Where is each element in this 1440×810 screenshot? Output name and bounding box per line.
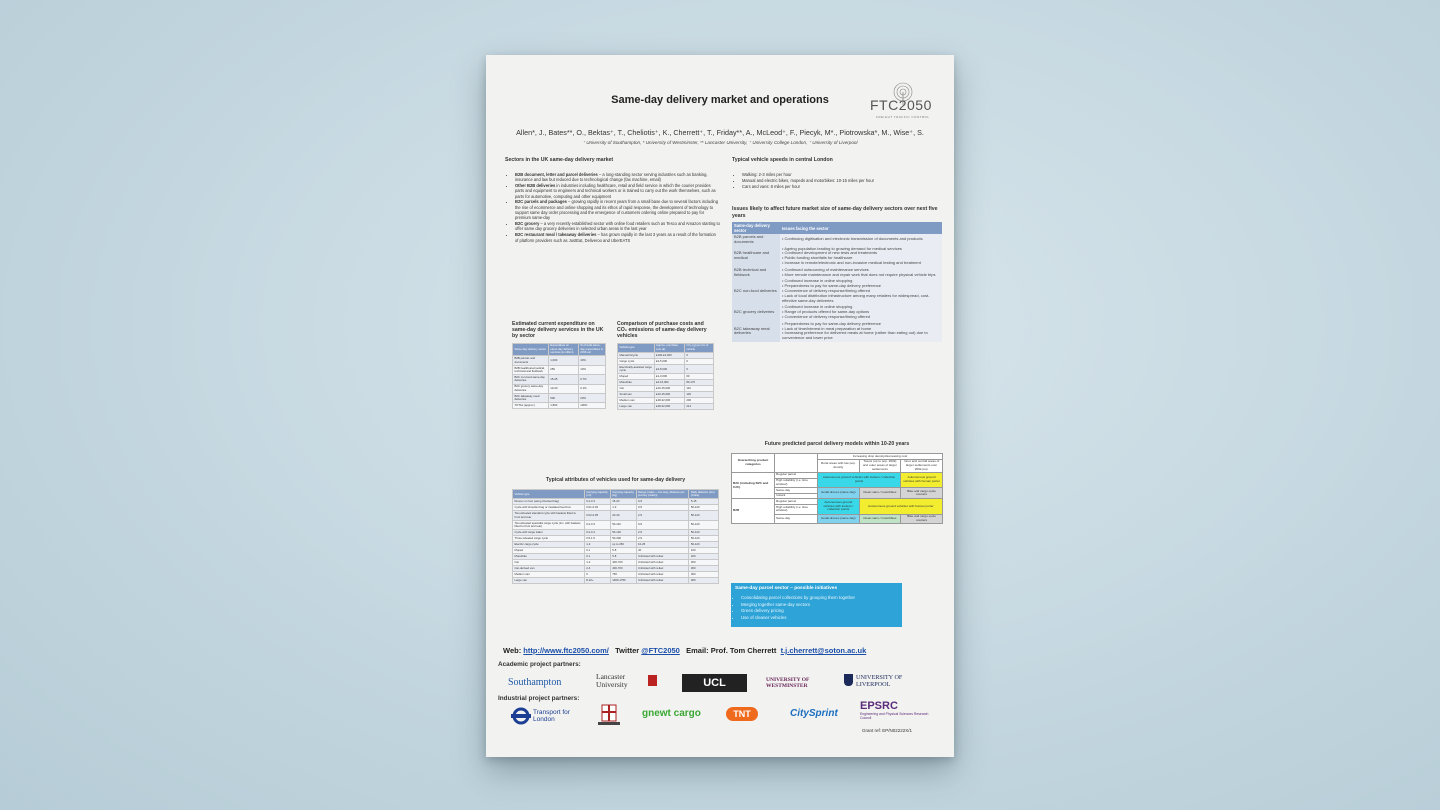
attributes-row (513, 578, 719, 584)
issues-sector: B2B parcels and documents (732, 234, 780, 246)
issue-text: More remote maintenance and repair work that does not require physical vehicle trips (784, 271, 936, 277)
costs-cell: 80-170 (684, 380, 713, 386)
sectors-list (505, 172, 720, 243)
costs-cell: Motorbike (618, 380, 655, 386)
ftc2050-logo (866, 81, 944, 125)
attributes-col-header: Daily distance (km) (miles) (689, 490, 719, 499)
southampton-logo: Southampton (508, 677, 562, 688)
issue-text: Increasing preference for delivered meals at home (rather than eating out) due to convenience and lower price (782, 330, 928, 341)
attributes-cell: 6 (584, 572, 610, 578)
attributes-row (513, 511, 719, 520)
expenditure-cell: 0.7% (578, 375, 605, 384)
attributes-cell: 2-5 (636, 511, 689, 520)
issues-list (780, 321, 942, 342)
attributes-cell: Three-wheeled cargo cycle (513, 536, 585, 542)
sector-name: B2C grocery (515, 221, 540, 227)
attributes-cell: Unlimited with refuel (636, 554, 689, 560)
attributes-cell: 300 (689, 578, 719, 584)
contact-line (503, 646, 866, 655)
attributes-cell: 50-120 (610, 530, 636, 536)
models-b2c: B2C (including B2C and C2C) (732, 472, 775, 499)
models-section (731, 441, 943, 524)
issues-sector: B2C non-food deliveries (732, 278, 780, 304)
attributes-cell: 400-700 (610, 560, 636, 566)
models-rowhead: Overarching product categories (732, 454, 775, 473)
attributes-cell: 50-120 (689, 530, 719, 536)
issue-item: • Convenience of delivery response/timing offered (782, 287, 871, 293)
issue-item: • Lack of time/interest in meal preparation at home (782, 325, 872, 331)
expenditure-section (512, 321, 606, 409)
speeds-list (732, 172, 942, 189)
issues-table (732, 222, 942, 342)
sectors-heading: Sectors in the UK same-day delivery market (505, 157, 614, 163)
costs-cell: £100-£2,000 (654, 353, 684, 359)
issue-item: • Continued increase in online shopping (782, 304, 853, 310)
liverpool-logo: UNIVERSITY OF LIVERPOOL (844, 674, 924, 688)
models-cleanvans: Clean vans / motorbikes (859, 487, 901, 499)
issue-text: Continued increase in online shopping (784, 304, 853, 310)
issue-text: Increase in remote/electronic and non-invasive medical testing and treatment (784, 259, 921, 265)
attributes-cell: 0.2-0.3 (584, 499, 610, 505)
attributes-cell: 1-2 (584, 560, 610, 566)
issue-text: Continued development of new tests and treatments (784, 250, 878, 256)
models-top: Increasing drop density/decreasing cost (818, 454, 943, 460)
costs-cell: 214 (684, 404, 713, 410)
lancaster-crest-icon (648, 675, 657, 686)
attributes-cell: Unlimited with refuel (636, 566, 689, 572)
attributes-cell: 50-120 (689, 542, 719, 548)
issue-item: • More remote maintenance and repair work that does not require physical vehicle trips (782, 271, 936, 277)
attributes-cell: Cycle with shoulder bag or insulated food box (513, 505, 585, 511)
expenditure-cell: 15-25 (548, 375, 578, 384)
expenditure-row (513, 384, 606, 393)
attributes-cell: 20-40 (610, 511, 636, 520)
costs-cell: 0 (684, 365, 713, 374)
attributes-cell: 300 (689, 572, 719, 578)
issues-row (732, 304, 942, 320)
models-aerial: Aerial drones (same day) (818, 487, 860, 499)
expenditure-cell: 10-20 (548, 384, 578, 393)
models-cleanvans-b2b: Clean vans / motorbikes (859, 514, 901, 523)
attributes-cell: 50-120 (689, 511, 719, 520)
models-b2b: B2B (732, 499, 775, 524)
ucl-logo: UCL (682, 674, 747, 692)
attributes-cell: Car-derived van (513, 566, 585, 572)
tfl-logo: Transport for London (511, 707, 581, 725)
poster-title: Same-day delivery market and operations (611, 94, 829, 106)
attributes-cell: 0-5 (636, 520, 689, 529)
costs-col-header: CO₂ (g) per km of vehicle (684, 343, 713, 352)
attributes-cell: 50-110 (610, 520, 636, 529)
attributes-cell: 5-15 (689, 499, 719, 505)
issues-heading: Issues likely to affect future market size of same-day delivery sectors over next five years (732, 206, 938, 219)
costs-col-header: Approx. purchase cost (£) (654, 343, 684, 352)
attributes-cell: 5-8 (610, 554, 636, 560)
attributes-cell: 1000-1750 (610, 578, 636, 584)
attributes-cell: 1-3 (610, 505, 636, 511)
issue-item: • Increase in remote/electronic and non-invasive medical testing and treatment (782, 259, 921, 265)
sector-name: B2C parcels and packages (515, 199, 567, 205)
attributes-cell: 1-2 (584, 542, 610, 548)
costs-cell: £4-15,000 (654, 380, 684, 386)
issues-col-issues: Issues facing the sector (780, 222, 942, 234)
costs-cell: Small van (618, 392, 655, 398)
expenditure-cell: 1,000 (548, 356, 578, 365)
westminster-logo: UNIVERSITY OF WESTMINSTER (766, 677, 810, 689)
issues-row (732, 234, 942, 246)
attributes-cell: Two-wheeled standard cycle with baskets fitted to front and rear (513, 511, 585, 520)
models-agv-porter: Autonomous ground vehicles with human porter (901, 472, 943, 487)
models-sameday-b2b: Same-day (775, 514, 818, 523)
issue-text: Range of products offered for same-day options (784, 309, 870, 315)
grant-ref: Grant ref: EP/N02222X/1 (862, 728, 913, 733)
attributes-heading: Typical attributes of vehicles used for same-day delivery (545, 477, 686, 483)
expenditure-cell: TOTAL (approx.) (513, 403, 549, 409)
initiative-item: • Green delivery pricing (741, 608, 902, 614)
attributes-cell: 40 (636, 548, 689, 554)
issues-col-sector: Same-day delivery sector (732, 222, 780, 234)
expenditure-cell: 0.1% (578, 384, 605, 393)
web-link[interactable]: http://www.ftc2050.com/ (523, 646, 609, 655)
models-c1: Rural areas with low pop. density (818, 459, 860, 472)
issue-text: Convenience of delivery response/timing offered (784, 287, 871, 293)
models-agv-lockers-b2b: Autonomous ground vehicles with lockers / collection points (818, 499, 860, 514)
costs-section (617, 321, 714, 410)
expenditure-cell: 1,800 (548, 403, 578, 409)
issues-list (780, 267, 942, 279)
tfl-roundel-icon (511, 707, 531, 725)
attributes-cell: 300 (689, 566, 719, 572)
epsrc-sub: Engineering and Physical Sciences Research Council (860, 712, 929, 720)
costs-cell: Large van (618, 404, 655, 410)
issue-item: • Continued outsourcing of maintenance services (782, 266, 869, 272)
costs-cell: 0 (684, 353, 713, 359)
issues-row (732, 321, 942, 342)
attributes-cell: 50-120 (689, 520, 719, 529)
attributes-cell: 400-700 (610, 566, 636, 572)
costs-cell: Electrically-assisted cargo cycle (618, 365, 655, 374)
models-table (731, 453, 943, 524)
initiative-item: • Use of cleaner vehicles (741, 615, 902, 621)
issue-text: Preparedness to pay for same-day delivery preference (784, 283, 882, 289)
liverpool-crest-icon (844, 674, 853, 686)
issue-text: Continued increase in online shopping (784, 278, 853, 284)
models-bike-b2b: Bike and cargo-cycle couriers (901, 514, 943, 523)
tnt-logo: TNT (726, 707, 758, 721)
attributes-cell: Large van (513, 578, 585, 584)
attributes-cell: 50-120 (689, 536, 719, 542)
issue-text: Continued outsourcing of maintenance services (784, 266, 869, 272)
attributes-cell: 2-5 (636, 536, 689, 542)
expenditure-cell: 40% (578, 356, 605, 365)
expenditure-cell: 20% (578, 394, 605, 403)
expenditure-row (513, 365, 606, 374)
costs-heading: Comparison of purchase costs and CO₂ emissions of same-day delivery vehicles (617, 321, 707, 340)
academic-heading: Academic project partners: (498, 661, 581, 668)
initiative-item: • Merging together same-day sectors (741, 602, 902, 608)
attributes-cell: Moped (513, 548, 585, 554)
attributes-cell: Car (513, 560, 585, 566)
sector-item (515, 172, 720, 183)
issues-sector: B2B technical and fieldwork (732, 267, 780, 279)
attributes-col-header: Range (miles – one way, distance per journey (miles)) (636, 490, 689, 499)
issue-item: • Lack of local distribution infrastructure among many retailers for widespread, cost-effective same-day deliveries (782, 292, 930, 303)
initiatives-list (731, 595, 902, 621)
attributes-cell: 0.1 (584, 548, 610, 554)
issues-list (780, 246, 942, 267)
sectors-section (505, 157, 720, 243)
authors: Allen*, J., Bates**, O., Bektas⁺, T., Cheliotis⁺, K., Cherrett⁺, T., Friday**, A., McLeod⁺, F., Piecyk, M*., Piotrowska*, M., Wise⁺, S. (516, 128, 924, 137)
attributes-cell: 0.5-1.5 (584, 536, 610, 542)
costs-table (617, 343, 714, 411)
attributes-cell: 0.01-0.02 (584, 505, 610, 511)
expenditure-row (513, 375, 606, 384)
attributes-cell: 750 (610, 572, 636, 578)
costs-cell: £2-5,000 (654, 359, 684, 365)
lancaster-logo: Lancaster University (596, 673, 651, 689)
expenditure-cell: B2C takeaway meal deliveries (513, 394, 549, 403)
sector-item (515, 232, 720, 243)
attributes-cell: 2-4 (584, 566, 610, 572)
issues-row (732, 278, 942, 304)
attributes-cell: Two-wheeled specialist cargo cycle (inc. with baskets fitted to front and rear) (513, 520, 585, 529)
attributes-col-header: Carrying capacity (kg) (610, 490, 636, 499)
affiliations: ⁺ University of Southampton, * University of Westminster, ** Lancaster University, ⁺ University College London, ⁺ University of Liverpool (582, 140, 858, 145)
models-agv-porter-b2b: Autonomous ground vehicles with human porter (859, 499, 942, 514)
expenditure-cell: B2B healthcare/medical, technical and fieldwork (513, 365, 549, 374)
attributes-cell: 300 (689, 560, 719, 566)
costs-cell: 0 (684, 359, 713, 365)
expenditure-cell: B2C grocery same-day deliveries (513, 384, 549, 393)
attributes-col-header: Carrying capacity (m³) (584, 490, 610, 499)
speed-item: • Cars and vans: 8 miles per hour (742, 184, 942, 189)
attributes-cell: Unlimited with refuel (636, 578, 689, 584)
costs-cell: Car (618, 386, 655, 392)
expenditure-col-header: Expenditure on same-day delivery services (£ million) (548, 343, 578, 356)
sector-item (515, 183, 720, 199)
attributes-cell: 0-5 (636, 505, 689, 511)
expenditure-cell: 100% (578, 403, 605, 409)
models-regular: Regular parcel (775, 472, 818, 478)
sector-item (515, 199, 720, 220)
attributes-cell: 15-20 (610, 499, 636, 505)
attributes-row (513, 520, 719, 529)
sector-text: – has grown rapidly in the last 3 years as a result of the formation of platform providers such as JustEat, Deliveroo and UberEATS (515, 232, 716, 243)
initiatives-heading: Same-day parcel sector – possible initiatives (735, 586, 838, 591)
logo-subtitle: FREIGHT TRAFFIC CONTROL (876, 115, 930, 119)
speeds-section (732, 157, 942, 189)
attributes-cell: 8-10+ (584, 578, 610, 584)
issue-item: • Continued increase in online shopping (782, 278, 853, 284)
issue-item: • Public funding shortfalls for healthcare (782, 255, 853, 261)
initiatives-box (731, 583, 902, 627)
sector-text: – growing rapidly in recent years from a small base due to several factors including the rise of ecommerce and online shopping and its ethos of rapid response, the development of technology to support same day order processing and the emergence of customers ordering online prepared to pay for premium same-day (515, 199, 718, 221)
attributes-col-header: Vehicle type (513, 490, 585, 499)
costs-cell: 110 (684, 386, 713, 392)
issue-item: • Ageing population leading to growing demand for medical services (782, 245, 902, 251)
expenditure-cell: 250 (548, 365, 578, 374)
models-regular-b2b: Regular parcel (775, 499, 818, 505)
attributes-section (512, 477, 719, 584)
models-heading: Future predicted parcel delivery models within 10-20 years (764, 441, 910, 447)
city-of-london-crest (594, 703, 624, 727)
logo-text: FTC2050 (870, 97, 932, 113)
sector-text: – a long-standing sector serving industries such as banking, insurance and law but reduced due to technological change (fax machine, email) (515, 172, 708, 183)
sector-item (515, 221, 720, 232)
sector-name: Other B2B deliveries (515, 183, 556, 189)
poster (486, 55, 954, 757)
issue-text: Convenience of delivery response/timing offered (784, 313, 871, 319)
expenditure-cell: B2B parcels and documents (513, 356, 549, 365)
attributes-cell: Cycle with cargo trailer (513, 530, 585, 536)
expenditure-col-header: % of total same-day expenditure in 2016 etc (578, 343, 605, 356)
issues-row (732, 267, 942, 279)
attributes-cell: 50-120 (689, 505, 719, 511)
citysprint-logo: CitySprint (790, 708, 838, 719)
attributes-cell: up to 250 (610, 542, 636, 548)
attributes-cell: 0.2-0.4 (584, 530, 610, 536)
models-aerial-b2b: Aerial drones (same day) (818, 514, 860, 523)
costs-cell: £18-22,000 (654, 404, 684, 410)
issues-sector: B2C grocery deliveries (732, 304, 780, 320)
costs-cell: Cargo cycle (618, 359, 655, 365)
sector-name: B2B document, letter and parcel deliveries (515, 172, 598, 177)
twitter-label: Twitter (615, 646, 640, 655)
models-high-b2b: High reliability (i.e. time window) (775, 505, 818, 514)
attributes-cell: Electric cargo cycle (513, 542, 585, 548)
attributes-cell: 0.02-0.05 (584, 511, 610, 520)
costs-row (618, 365, 714, 374)
costs-row (618, 404, 714, 410)
speed-item: • Walking: 2-3 miles per hour (742, 172, 942, 177)
attributes-cell: Medium van (513, 572, 585, 578)
issue-item: • Continued development of new tests and treatments (782, 250, 878, 256)
costs-cell: Moped (618, 374, 655, 380)
issue-text: Continuing digitisation and electronic transmission of documents and products (784, 236, 923, 242)
attributes-cell: 50-300 (610, 536, 636, 542)
attributes-cell: 2-5 (636, 530, 689, 536)
issue-item: • Continuing digitisation and electronic transmission of documents and products (782, 236, 923, 242)
issue-item: • Range of products offered for same-day options (782, 309, 870, 315)
expenditure-cell: B2C non-food same-day deliveries (513, 375, 549, 384)
issues-sector: B2C takeaway meal deliveries (732, 321, 780, 342)
costs-cell: £1-3,000 (654, 374, 684, 380)
gnewt-cargo-logo: gnewt cargo (642, 708, 701, 719)
issues-sector: B2B healthcare and medical (732, 246, 780, 267)
expenditure-heading: Estimated current expenditure on same-day delivery services in the UK by sector (512, 321, 604, 340)
speeds-heading: Typical vehicle speeds in central London (732, 157, 833, 163)
expenditure-cell: 10% (578, 365, 605, 374)
epsrc-logo: EPSRC Engineering and Physical Sciences Research Council (860, 700, 929, 720)
issues-section (732, 206, 942, 342)
sector-text: – a very recently established sector with online food retailers such as Tesco and Amazon starting to offer same day grocery deliveries in selected urban areas in the last year (515, 221, 720, 232)
costs-cell: £18-22,000 (654, 398, 684, 404)
attributes-cell: Runner on foot (using checked bag) (513, 499, 585, 505)
models-instant: Instant (775, 493, 818, 499)
issues-row (732, 246, 942, 267)
issue-item: • Preparedness to pay for same-day delivery preference (782, 320, 882, 326)
issue-item: • Preparedness to pay for same-day delivery preference (782, 283, 882, 289)
costs-cell: £10-15,000 (654, 392, 684, 398)
issues-list (780, 304, 942, 320)
attributes-cell: 100 (689, 548, 719, 554)
models-bike: Bike and cargo-cycle couriers (901, 487, 943, 499)
issue-item: • Convenience of delivery response/timing offered (782, 313, 871, 319)
twitter-link[interactable]: @FTC2050 (641, 646, 680, 655)
expenditure-col-header: Same-day delivery sector (513, 343, 549, 356)
industrial-heading: Industrial project partners: (498, 695, 580, 702)
attributes-cell: Unlimited with refuel (636, 572, 689, 578)
email-label: Email: Prof. Tom Cherrett (686, 646, 777, 655)
costs-cell: 140 (684, 392, 713, 398)
issue-text: Lack of time/interest in meal preparation at home (784, 325, 872, 331)
costs-cell: £2-8,000 (654, 365, 684, 374)
issue-text: Public funding shortfalls for healthcare (784, 255, 853, 261)
issue-item: • Increasing preference for delivered meals at home (rather than eating out) due to convenience and lower price (782, 330, 928, 341)
speed-item: • Manual and electric bikes, mopeds and motorbikes: 10-15 miles per hour (742, 178, 942, 183)
costs-cell: Medium van (618, 398, 655, 404)
issues-list (780, 234, 942, 246)
crest-icon (594, 703, 624, 727)
attributes-cell: 0.2-0.3 (584, 520, 610, 529)
models-agv-lockers: Autonomous ground vehicles with lockers / collection points (818, 472, 901, 487)
attributes-cell: 5-8 (610, 548, 636, 554)
attributes-cell: 0.1 (584, 554, 610, 560)
attributes-table (512, 489, 719, 584)
attributes-cell: 320 (689, 554, 719, 560)
attributes-cell: Motorbike (513, 554, 585, 560)
models-c2: Towns (up to pop. 200k) and outer areas of larger settlements (859, 459, 901, 472)
issue-text: Ageing population leading to growing demand for medical services (784, 245, 902, 251)
email-link[interactable]: t.j.cherrett@soton.ac.uk (780, 646, 867, 655)
costs-cell: 60 (684, 374, 713, 380)
attributes-cell: 0-5 (636, 499, 689, 505)
attributes-cell: Unlimited with refuel (636, 560, 689, 566)
costs-col-header: Vehicle type (618, 343, 655, 352)
models-high: High reliability (i.e. time window) (775, 478, 818, 487)
expenditure-cell: 500 (548, 394, 578, 403)
issues-list (780, 278, 942, 304)
initiative-item: • Consolidating parcel collections by grouping them together (741, 595, 902, 601)
expenditure-table (512, 343, 606, 410)
models-sameday: Same-day (775, 487, 818, 493)
issue-text: Preparedness to pay for same-day delivery preference (784, 320, 882, 326)
expenditure-row (513, 394, 606, 403)
attributes-cell: 10-25 (636, 542, 689, 548)
costs-cell: Manual bicycle (618, 353, 655, 359)
models-c3: Inner and central areas of larger settlements over 200k pop. (901, 459, 943, 472)
costs-cell: £10-15,000 (654, 386, 684, 392)
web-label: Web: (503, 646, 522, 655)
sector-text: in industries including healthcare, retail and field service in which the courier provides parts and equipment to engineers and technical workers or is trained to carry out the work themselves, such as parts for automotive, computing and other equipment (515, 183, 716, 199)
costs-cell: 200 (684, 398, 713, 404)
issue-text: Lack of local distribution infrastructure among many retailers for widespread, cost-effective same-day deliveries (782, 292, 930, 303)
expenditure-row (513, 403, 606, 409)
expenditure-row (513, 356, 606, 365)
sector-name: B2C restaurant meal / takeaway deliveries (515, 232, 597, 238)
